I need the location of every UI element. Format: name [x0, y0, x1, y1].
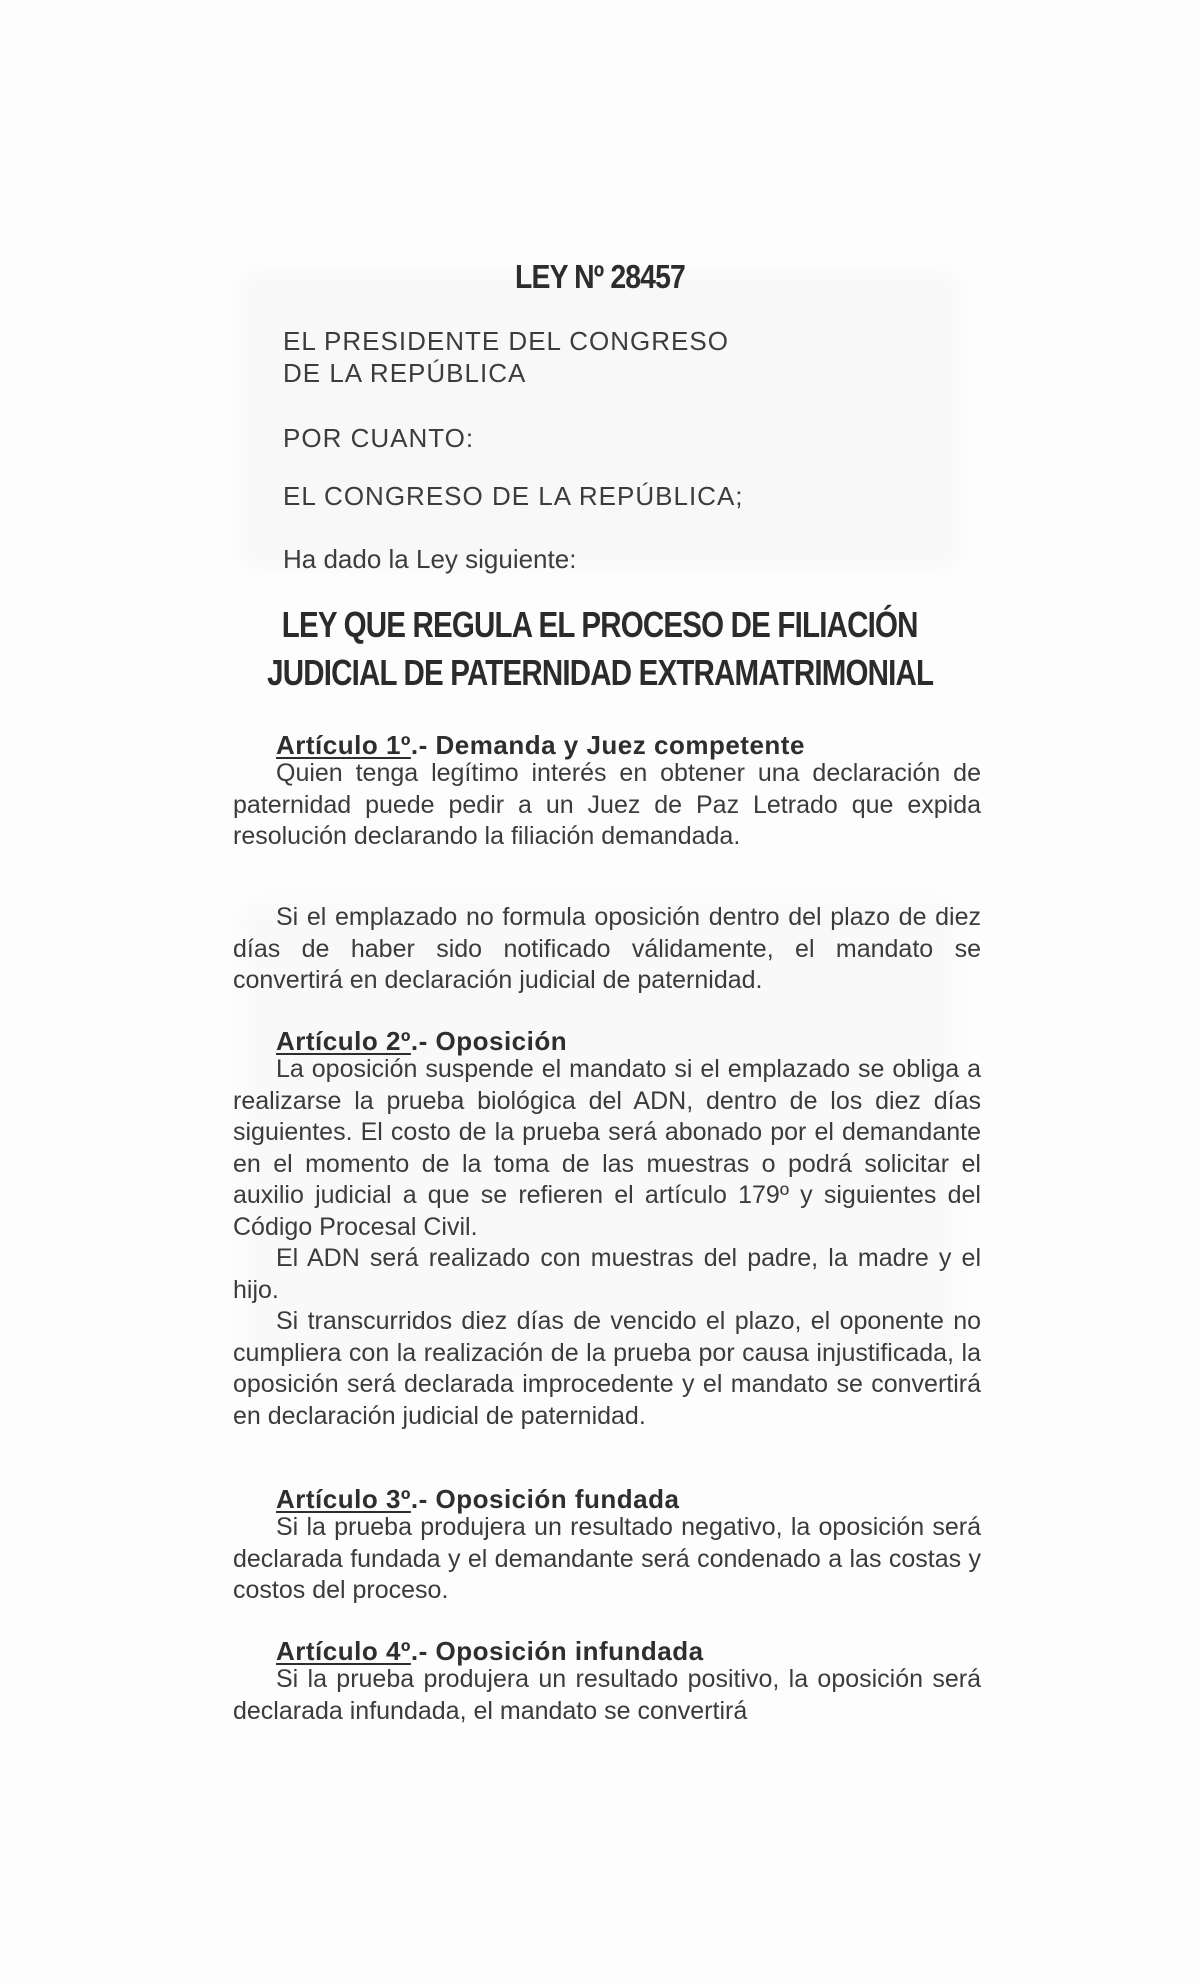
- article-1-paragraph-1: Quien tenga legítimo interés en obtener una declaración de paternidad puede pedir a un Juez de Paz Letrado que expida resolución declarando la filiación demandada.: [233, 759, 981, 850]
- article-4-number: Artículo 4º: [276, 1636, 411, 1666]
- article-2-paragraph-1: La oposición suspende el mandato si el emplazado se obliga a realizarse la prueba biológica del ADN, dentro de los diez días siguientes. El costo de la prueba será abonado por el demandante en el momento de la toma de las muestras o podrá solicitar el auxilio judicial a que se refieren el artículo 179º y siguientes del Código Procesal Civil.: [233, 1055, 981, 1241]
- article-1-number: Artículo 1º: [276, 730, 411, 760]
- law-number: LEY Nº 28457: [515, 258, 685, 295]
- preamble-line-1: EL PRESIDENTE DEL CONGRESO: [283, 326, 729, 356]
- article-4-heading: [276, 1636, 704, 1667]
- ha-dado-line: Ha dado la Ley siguiente:: [283, 544, 577, 574]
- article-1-title: .- Demanda y Juez competente: [410, 730, 805, 760]
- article-2-paragraph-3: Si transcurridos diez días de vencido el plazo, el oponente no cumpliera con la realización de la prueba por causa injustificada, la oposición será declarada improcedente y el mandato se convertirá en declaración judicial de paternidad.: [233, 1307, 981, 1430]
- law-title-line-1: [0, 602, 1200, 648]
- article-2-number: Artículo 2º: [276, 1026, 411, 1056]
- law-title-line-2-text: JUDICIAL DE PATERNIDAD EXTRAMATRIMONIAL: [266, 652, 934, 693]
- law-title-line-2: [0, 650, 1200, 696]
- article-2-title: .- Oposición: [410, 1026, 568, 1056]
- article-4-paragraph-1: Si la prueba produjera un resultado positivo, la oposición será declarada infundada, el mandato se convertirá: [233, 1665, 981, 1725]
- article-2-heading: [276, 1026, 567, 1057]
- article-3-number: Artículo 3º: [276, 1484, 411, 1514]
- article-2-paragraph-2: El ADN será realizado con muestras del padre, la madre y el hijo.: [233, 1244, 981, 1304]
- article-4-title: .- Oposición infundada: [410, 1636, 704, 1666]
- article-3-title: .- Oposición fundada: [410, 1484, 680, 1514]
- congreso-line: EL CONGRESO DE LA REPÚBLICA;: [283, 481, 744, 511]
- scan-bleed-mark: [240, 270, 960, 570]
- law-title-line-1-text: LEY QUE REGULA EL PROCESO DE FILIACIÓN: [282, 604, 918, 645]
- preamble-line-2: DE LA REPÚBLICA: [283, 358, 527, 388]
- article-1-paragraph-2: Si el emplazado no formula oposición dentro del plazo de diez días de haber sido notificado válidamente, el mandato se convertirá en declaración judicial de paternidad.: [233, 903, 981, 994]
- article-3-heading: [276, 1484, 679, 1515]
- por-cuanto: POR CUANTO:: [283, 423, 475, 453]
- article-3-paragraph-1: Si la prueba produjera un resultado negativo, la oposición será declarada fundada y el demandante será condenado a las costas y costos del proceso.: [233, 1513, 981, 1604]
- article-1-heading: [276, 730, 805, 761]
